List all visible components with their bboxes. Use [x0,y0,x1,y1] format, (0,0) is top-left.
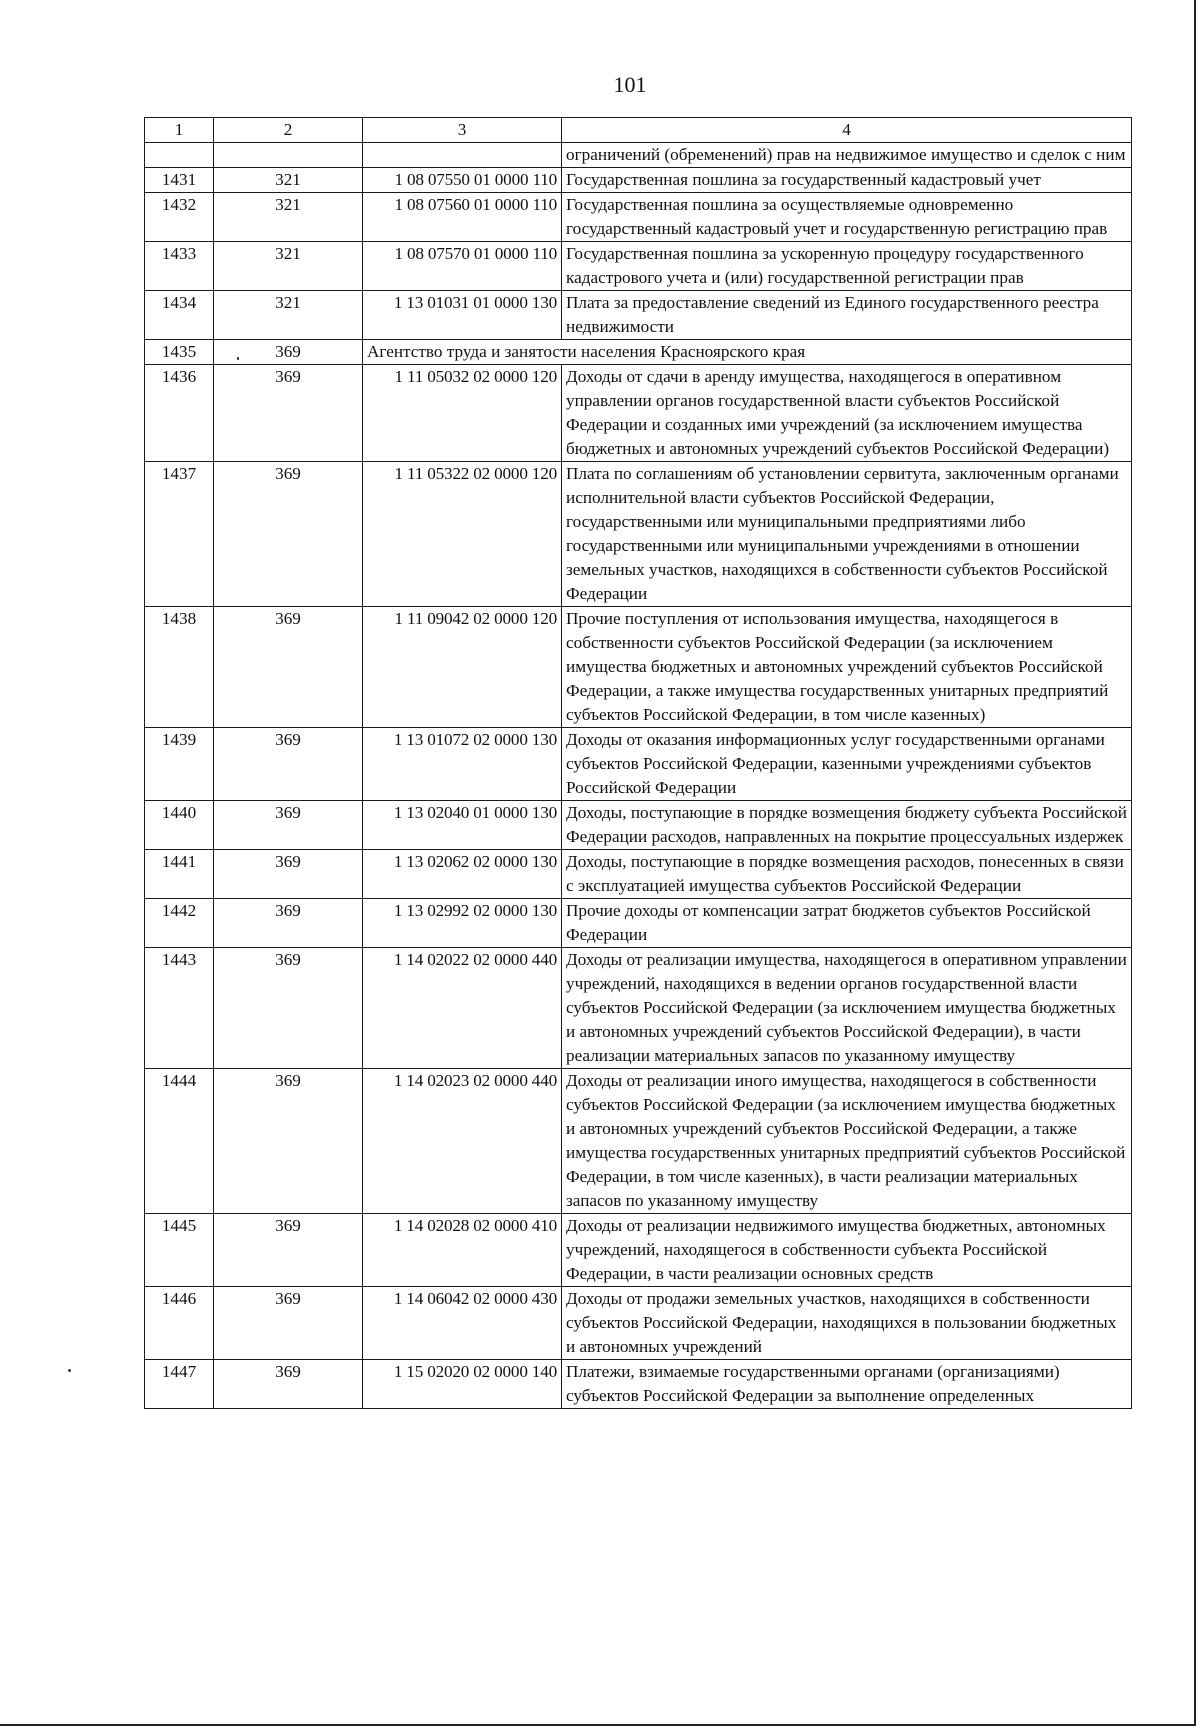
revenue-description: Плата за предоставление сведений из Единого государственного реестра недвижимости [562,291,1132,340]
continuation-row [145,143,1132,168]
row-number: 1444 [145,1069,214,1214]
row-number: 1433 [145,242,214,291]
admin-code: 321 [214,193,363,242]
admin-code: 369 [214,948,363,1069]
row-number: 1439 [145,728,214,801]
table-row [145,1360,1132,1409]
table-row [145,1287,1132,1360]
admin-code: 369 [214,462,363,607]
row-number: 1441 [145,850,214,899]
table-row [145,1214,1132,1287]
admin-code: 369 [214,1214,363,1287]
revenue-code: 1 13 02062 02 0000 130 [363,850,562,899]
table-row [145,242,1132,291]
revenue-description: Доходы, поступающие в порядке возмещения расходов, понесенных в связи с эксплуатацией имущества субъектов Российской Федерации [562,850,1132,899]
revenue-description: Государственная пошлина за осуществляемые одновременно государственный кадастровый учет и государственную регистрацию прав [562,193,1132,242]
revenue-description: Прочие доходы от компенсации затрат бюджетов субъектов Российской Федерации [562,899,1132,948]
row-number: 1438 [145,607,214,728]
row-number: 1447 [145,1360,214,1409]
table-row [145,291,1132,340]
row-number: 1434 [145,291,214,340]
revenue-code: 1 14 02028 02 0000 410 [363,1214,562,1287]
revenue-code: 1 11 05322 02 0000 120 [363,462,562,607]
row-number: 1432 [145,193,214,242]
revenue-description: Плата по соглашениям об установлении сервитута, заключенным органами исполнительной власти субъектов Российской Федерации, государственными или муниципальными предприятиями либо государственными или муниципальными учреждениями в отношении земельных участков, находящихся в собственности субъектов Российской Федерации [562,462,1132,607]
revenue-description: Доходы, поступающие в порядке возмещения бюджету субъекта Российской Федерации расходов, направленных на покрытие процессуальных издержек [562,801,1132,850]
row-number: 1435 [145,340,214,365]
page-number-text: 101 [613,72,647,97]
scan-speck [68,1369,71,1372]
revenue-description: Государственная пошлина за государственный кадастровый учет [562,168,1132,193]
revenue-description: Доходы от продажи земельных участков, находящихся в собственности субъектов Российской Федерации, находящихся в пользовании бюджетных и автономных учреждений [562,1287,1132,1360]
revenue-description: Государственная пошлина за ускоренную процедуру государственного кадастрового учета и (или) государственной регистрации прав [562,242,1132,291]
revenue-code: 1 08 07570 01 0000 110 [363,242,562,291]
revenue-description: Доходы от реализации недвижимого имущества бюджетных, автономных учреждений, находящегося в собственности субъекта Российской Федерации, в части реализации основных средств [562,1214,1132,1287]
revenue-code: 1 11 09042 02 0000 120 [363,607,562,728]
column-header-4: 4 [562,118,1132,143]
table-cell-empty [363,143,562,168]
row-number: 1431 [145,168,214,193]
column-header-1: 1 [145,118,214,143]
revenue-description: Доходы от оказания информационных услуг государственными органами субъектов Российской Федерации, казенными учреждениями субъектов Российской Федерации [562,728,1132,801]
revenue-code: 1 08 07550 01 0000 110 [363,168,562,193]
revenue-code: 1 13 01072 02 0000 130 [363,728,562,801]
revenue-code: 1 11 05032 02 0000 120 [363,365,562,462]
admin-code: 369 [214,365,363,462]
revenue-code: 1 14 02023 02 0000 440 [363,1069,562,1214]
row-number: 1436 [145,365,214,462]
row-number: 1445 [145,1214,214,1287]
table-cell-empty [214,143,363,168]
revenue-code: 1 14 06042 02 0000 430 [363,1287,562,1360]
admin-code: 369 [214,607,363,728]
admin-code: 321 [214,291,363,340]
table-row [145,340,1132,365]
table-row [145,899,1132,948]
continuation-text: ограничений (обременений) прав на недвижимое имущество и сделок с ним [562,143,1132,168]
page-number [0,72,1200,98]
admin-code: 369 [214,728,363,801]
section-heading: Агентство труда и занятости населения Красноярского края [363,340,1132,365]
table-row [145,365,1132,462]
admin-code: 369 [214,1069,363,1214]
admin-code: 321 [214,242,363,291]
row-number: 1443 [145,948,214,1069]
revenue-code: 1 14 02022 02 0000 440 [363,948,562,1069]
revenue-description: Доходы от реализации имущества, находящегося в оперативном управлении учреждений, находящихся в ведении органов государственной власти субъектов Российской Федерации (за исключением имущества бюджетных и автономных учреждений субъектов Российской Федерации), в части реализации материальных запасов по указанному имуществу [562,948,1132,1069]
admin-code: 369 [214,1360,363,1409]
row-number: 1446 [145,1287,214,1360]
table-row [145,607,1132,728]
table-row [145,462,1132,607]
table-cell-empty [145,143,214,168]
row-number: 1440 [145,801,214,850]
admin-code: 369 [214,850,363,899]
revenue-code: 1 13 01031 01 0000 130 [363,291,562,340]
column-header-3: 3 [363,118,562,143]
row-number: 1442 [145,899,214,948]
table-row [145,193,1132,242]
revenue-description: Доходы от реализации иного имущества, находящегося в собственности субъектов Российской Федерации (за исключением имущества бюджетных и автономных учреждений субъектов Российской Федерации, а также имущества государственных унитарных предприятий субъектов Российской Федерации, в том числе казенных), в части реализации материальных запасов по указанному имуществу [562,1069,1132,1214]
admin-code: 321 [214,168,363,193]
admin-code: 369 [214,1287,363,1360]
table-row [145,801,1132,850]
row-number: 1437 [145,462,214,607]
table-row [145,850,1132,899]
table-row [145,168,1132,193]
admin-code: 369 [214,340,363,365]
admin-code: 369 [214,801,363,850]
revenue-codes-table [144,117,1132,1409]
revenue-code: 1 13 02992 02 0000 130 [363,899,562,948]
revenue-description: Доходы от сдачи в аренду имущества, находящегося в оперативном управлении органов государственной власти субъектов Российской Федерации и созданных ими учреждений (за исключением имущества бюджетных и автономных учреждений субъектов Российской Федерации) [562,365,1132,462]
revenue-description: Прочие поступления от использования имущества, находящегося в собственности субъектов Российской Федерации (за исключением имущества бюджетных и автономных учреждений субъектов Российской Федерации, а также имущества государственных унитарных предприятий субъектов Российской Федерации, в том числе казенных) [562,607,1132,728]
revenue-description: Платежи, взимаемые государственными органами (организациями) субъектов Российской Федерации за выполнение определенных [562,1360,1132,1409]
table-row [145,728,1132,801]
column-header-2: 2 [214,118,363,143]
revenue-code: 1 13 02040 01 0000 130 [363,801,562,850]
table-row [145,1069,1132,1214]
table-header-row [145,118,1132,143]
revenue-code: 1 08 07560 01 0000 110 [363,193,562,242]
admin-code: 369 [214,899,363,948]
table-row [145,948,1132,1069]
revenue-code: 1 15 02020 02 0000 140 [363,1360,562,1409]
